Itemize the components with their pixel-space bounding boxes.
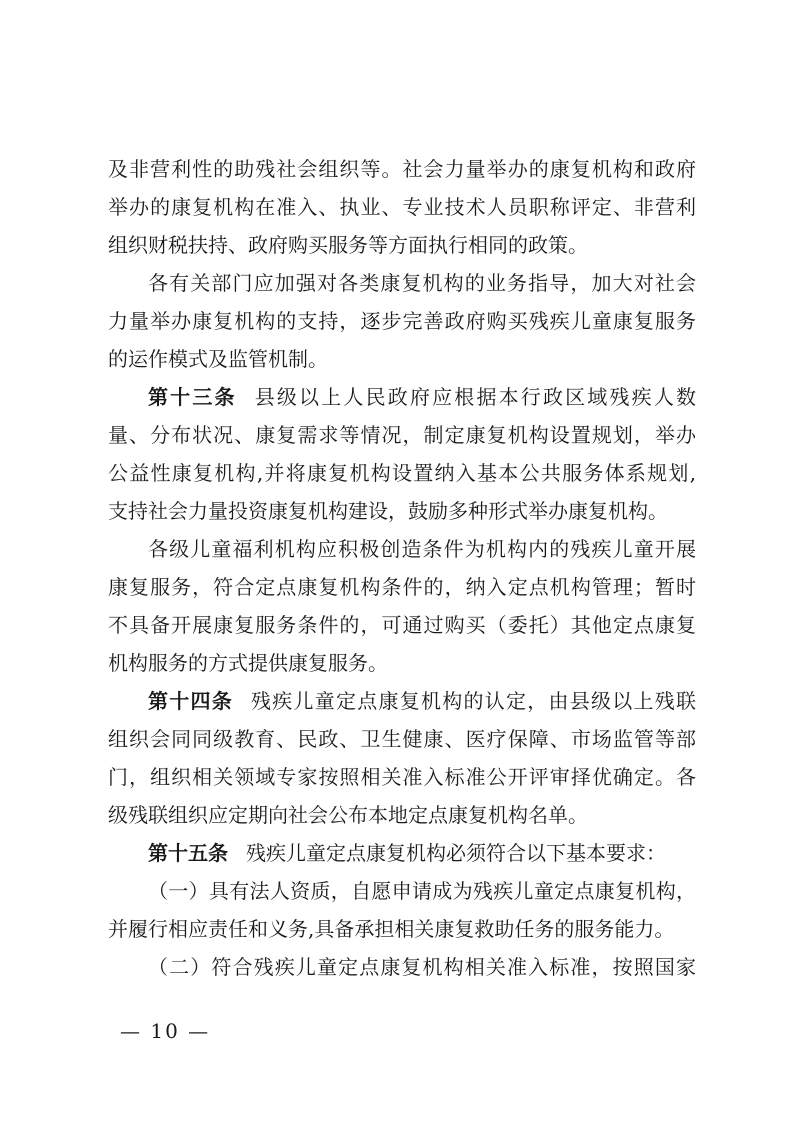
page-number: — 10 —	[120, 1019, 211, 1043]
text-line: 组织会同同级教育、民政、卫生健康、医疗保障、市场监管等部	[108, 727, 696, 751]
article-label: 第十三条	[148, 385, 237, 409]
text-line: 量、分布状况、康复需求等情况，制定康复机构设置规划，举办	[108, 423, 696, 447]
text-line: 组织财税扶持、政府购买服务等方面执行相同的政策。	[108, 233, 588, 257]
article-text: 残疾儿童定点康复机构的认定，由县级以上残联	[251, 689, 696, 713]
text-line: 的运作模式及监管机制。	[108, 347, 328, 371]
text-line: 力量举办康复机构的支持，逐步完善政府购买残疾儿童康复服务	[108, 309, 696, 333]
requirement-item-2	[108, 948, 696, 986]
text-line	[108, 834, 696, 872]
text-line: 各有关部门应加强对各类康复机构的业务指导，加大对社会	[148, 271, 696, 295]
requirement-item-1	[108, 872, 696, 948]
text-line: 及非营利性的助残社会组织等。社会力量举办的康复机构和政府	[108, 157, 696, 181]
text-line: 支持社会力量投资康复机构建设，鼓励多种形式举办康复机构。	[108, 499, 668, 523]
text-line: 并履行相应责任和义务,具备承担相关康复救助任务的服务能力。	[108, 917, 675, 941]
paragraph-departments	[108, 264, 696, 378]
document-body	[108, 150, 696, 986]
text-line: 举办的康复机构在准入、执业、专业技术人员职称评定、非营利	[108, 195, 696, 219]
text-line: 机构服务的方式提供康复服务。	[108, 651, 388, 675]
article-15	[108, 834, 696, 872]
article-label: 第十五条	[148, 841, 228, 865]
text-line: 门，组织相关领域专家按照相关准入标准公开评审择优确定。各	[108, 765, 696, 789]
article-text: 残疾儿童定点康复机构必须符合以下基本要求：	[246, 841, 666, 865]
paragraph-welfare-institutions	[108, 530, 696, 682]
article-13	[108, 378, 696, 530]
text-line: 康复服务，符合定点康复机构条件的，纳入定点机构管理；暂时	[108, 575, 696, 599]
text-line: 公益性康复机构,并将康复机构设置纳入基本公共服务体系规划,	[108, 461, 696, 485]
text-line: 级残联组织应定期向社会公布本地定点康复机构名单。	[108, 803, 588, 827]
text-line: 各级儿童福利机构应积极创造条件为机构内的残疾儿童开展	[148, 537, 696, 561]
article-14	[108, 682, 696, 834]
article-text: 县级以上人民政府应根据本行政区域残疾人数	[254, 385, 697, 409]
paragraph-continued	[108, 150, 696, 264]
article-label: 第十四条	[148, 689, 233, 713]
text-line: 不具备开展康复服务条件的，可通过购买（委托）其他定点康复	[108, 613, 696, 637]
text-line	[108, 682, 696, 720]
text-line: （二）符合残疾儿童定点康复机构相关准入标准，按照国家	[148, 955, 696, 979]
text-line	[108, 378, 696, 416]
text-line: （一）具有法人资质，自愿申请成为残疾儿童定点康复机构，	[148, 879, 696, 903]
